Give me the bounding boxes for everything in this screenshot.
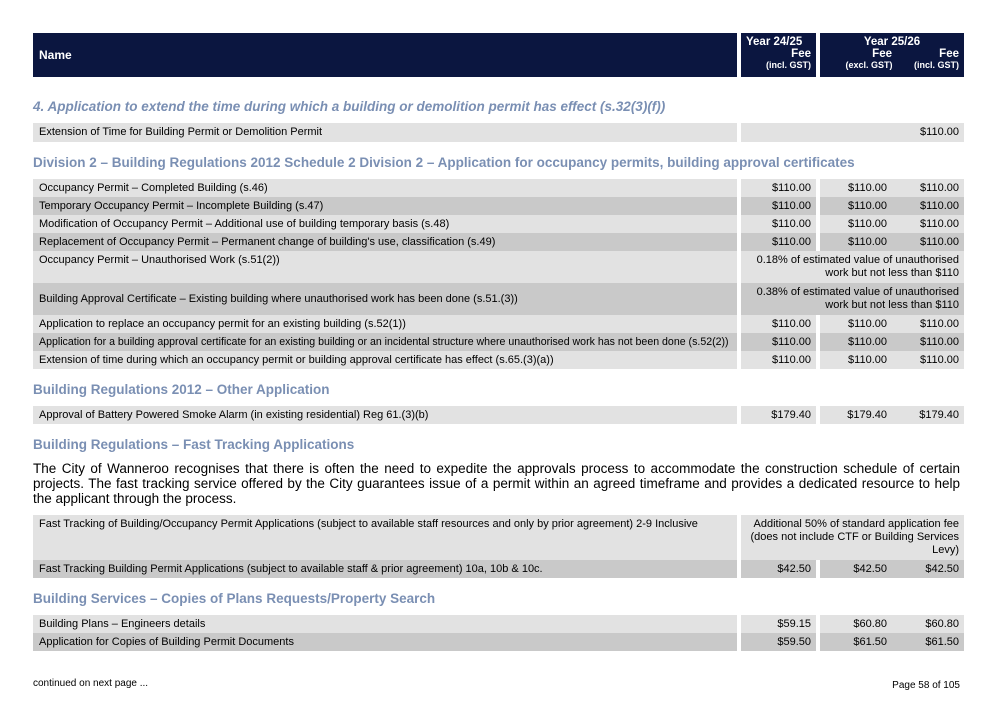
header-year2: Year 25/26 Fee Fee (excl. GST) (incl. GST) (820, 33, 964, 77)
fee-schedule-page (33, 33, 960, 651)
table-row: Fast Tracking Building Permit Applications (subject to available staff & prior agreement) 10a, 10b & 10c. $42.50 $42.50 $42.50 (33, 560, 960, 578)
section-title: 4. Application to extend the time during which a building or demolition permit has effect (s.32(3)(f)) (33, 99, 666, 114)
header-name: Name (33, 33, 737, 77)
table-row: Approval of Battery Powered Smoke Alarm (in existing residential) Reg 61.(3)(b) $179.40 $179.40 $179.40 (33, 406, 960, 424)
paragraph: The City of Wanneroo recognises that there is often the need to expedite the approvals process to accommodate the construction schedule of certain projects. The fast tracking service offered by the City guarantees issue of a permit within an agreed timeframe and provides a dedicated resource to help the applicant through the process. (33, 461, 960, 506)
table-row: Fast Tracking of Building/Occupancy Permit Applications (subject to available staff resources and only by prior agreement) 2-9 Inclusive Additional 50% of standard application fee (does not include CTF or Building Services Levy) (33, 515, 960, 560)
table-row: Application to replace an occupancy permit for an existing building (s.52(1)) $110.00 $110.00 $110.00 (33, 315, 960, 333)
table-row: Occupancy Permit – Unauthorised Work (s.51(2)) 0.18% of estimated value of unauthorised work but not less than $110 (33, 251, 960, 283)
header-year1: Year 24/25 Fee (incl. GST) (741, 33, 816, 77)
table-row: Replacement of Occupancy Permit – Permanent change of building's use, classification (s.49) $110.00 $110.00 $110.00 (33, 233, 960, 251)
table-row: Temporary Occupancy Permit – Incomplete Building (s.47) $110.00 $110.00 $110.00 (33, 197, 960, 215)
table-row: Extension of time during which an occupancy permit or building approval certificate has effect (s.65.(3)(a)) $110.00 $110.00 $110.00 (33, 351, 960, 369)
section-title: Building Services – Copies of Plans Requests/Property Search (33, 591, 436, 606)
table-row: Building Plans – Engineers details $59.15 $60.80 $60.80 (33, 615, 960, 633)
table-row: Occupancy Permit – Completed Building (s.46) $110.00 $110.00 $110.00 (33, 179, 960, 197)
section-title: Building Regulations – Fast Tracking Applications (33, 437, 355, 452)
section-title: Building Regulations 2012 – Other Application (33, 382, 330, 397)
table-row: Application for a building approval certificate for an existing building or an incidental structure where unauthorised work has not been done (s.52(2)) $110.00 $110.00 $110.00 (33, 333, 960, 351)
page-number: Page 58 of 105 (892, 680, 960, 691)
table-header (33, 33, 960, 77)
table-row: Application for Copies of Building Permit Documents $59.50 $61.50 $61.50 (33, 633, 960, 651)
table-row: Extension of Time for Building Permit or Demolition Permit $110.00 (33, 123, 960, 142)
continued-note: continued on next page ... (33, 678, 149, 689)
table-row: Building Approval Certificate – Existing building where unauthorised work has been done (s.51.(3)) 0.38% of estimated value of unauthorised work but not less than $110 (33, 283, 960, 315)
table-row: Modification of Occupancy Permit – Additional use of building temporary basis (s.48) $110.00 $110.00 $110.00 (33, 215, 960, 233)
section-title: Division 2 – Building Regulations 2012 Schedule 2 Division 2 – Application for occupancy permits, building approval certificates (33, 155, 855, 170)
